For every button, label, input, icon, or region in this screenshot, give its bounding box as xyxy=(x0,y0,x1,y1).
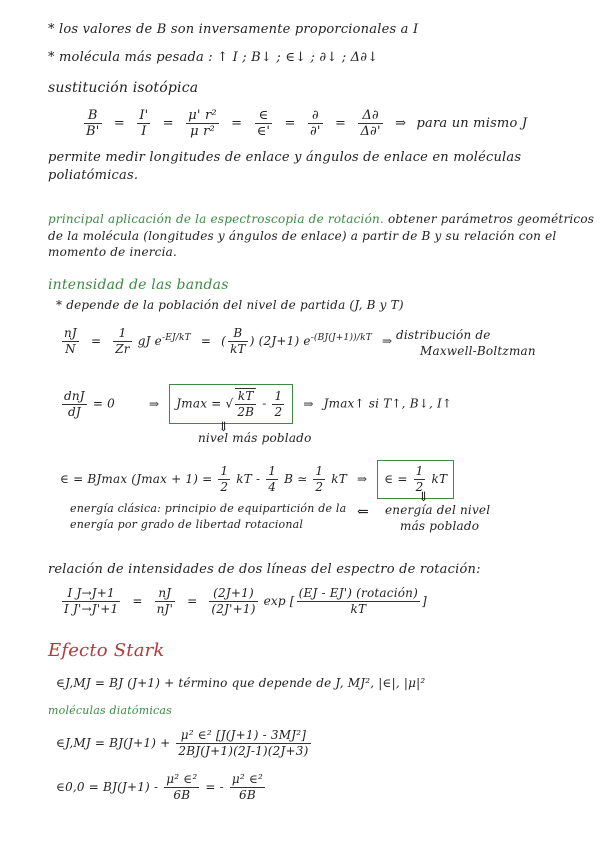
stark-main-equation: ∈J,MJ = BJ (J+1) + término que depende de J, MJ², |∈|, |μ|² xyxy=(56,676,426,690)
stark-diatomic-equation: ∈J,MJ = BJ(J+1) + $\frac{\text{μ² ∈² [J(J+1) - 3MJ²]}}{2BJ(J+1)(2J-1)(2J+3)}$ xyxy=(56,728,309,758)
fraction-i: $\frac{I'}{I}$ xyxy=(139,108,149,139)
isotopic-equation: $\frac{B}{B'}$ = $\frac{I'}{I}$ = $\frac{\text{μ' r²}}{\text{μ r²}}$ = $\frac{\in}{\in'}$ = $\frac{\partial}{\partial'}$ = $\frac{\Delta\partial}{\Delta\partial'}$ ⇒ para un mismo J xyxy=(86,108,528,139)
intro-line-2: * molécula más pesada : ↑ I ; B↓ ; ∈↓ ; ∂↓ ; Δ∂↓ xyxy=(48,50,379,65)
principal-line-2: de la molécula (longitudes y ángulos de enlace) a partir de B y su relación con el xyxy=(48,229,557,243)
principal-line-3: momento de inercia. xyxy=(48,245,178,259)
stark-title: Efecto Stark xyxy=(48,640,165,661)
energy-equation: ∈ = BJmax (Jmax + 1) = $\frac{1}{2}$ kT - $\frac{1}{4}$ B ≃ $\frac{1}{2}$ kT ⇒ ∈ = $\frac{1}{2}$ kT xyxy=(60,460,454,499)
jmax-equation: $\frac{\text{dnJ}}{dJ}$ = 0 ⇒ Jmax = √ $\frac{kT}{2B}$ - $\frac{1}{2}$ ⇒ Jmax↑ si T↑, B↓, I↑ xyxy=(60,384,452,424)
fraction-nu: $\frac{\partial}{\partial'}$ xyxy=(309,108,321,139)
clasica-line-2: energía por grado de libertad rotacional xyxy=(70,518,304,531)
principal-rest: obtener parámetros geométricos xyxy=(387,212,595,226)
energy-box: ∈ = $\frac{1}{2}$ kT xyxy=(377,460,454,499)
nivel-mas-poblado: nivel más poblado xyxy=(198,431,312,445)
jmax-box: Jmax = √ $\frac{kT}{2B}$ - $\frac{1}{2}$ xyxy=(169,384,293,424)
dist-line-1: distribución de xyxy=(396,328,491,342)
boltzmann-equation: $\frac{nJ}{N}$ = $\frac{1}{Zr}$ gJ $e^{-EJ/kT}$ = ( $\frac{B}{kT}$ ) (2J+1) $e^{-(BJ(J+1))/kT}$ ⇒ xyxy=(64,326,393,356)
intro-line-1: * los valores de B son inversamente proporcionales a I xyxy=(48,22,419,37)
principal-line-1 xyxy=(48,212,594,226)
fraction-b: $\frac{B}{B'}$ xyxy=(86,108,100,139)
stark-ground-equation: ∈0,0 = BJ(J+1) - $\frac{\text{μ² ∈²}}{6B}$ = - $\frac{\text{μ² ∈²}}{6B}$ xyxy=(56,772,264,802)
dist-line-2: Maxwell-Boltzman xyxy=(420,344,536,358)
isotopic-title: sustitución isotópica xyxy=(48,80,199,96)
energia-nivel-1: energía del nivel xyxy=(385,503,491,517)
isotopic-note: para un mismo J xyxy=(416,116,528,131)
down-arrow-2: ⇓ xyxy=(418,490,430,505)
principal-lead: principal aplicación de la espectroscopia de rotación. xyxy=(48,212,384,226)
intensidad-title: intensidad de las bandas xyxy=(48,277,229,293)
permite-line-2: poliatómicas. xyxy=(48,168,139,183)
fraction-e: $\frac{\in}{\in'}$ xyxy=(256,108,271,139)
fraction-dnu: $\frac{\Delta\partial}{\Delta\partial'}$ xyxy=(360,108,381,139)
relacion-title: relación de intensidades de dos líneas del espectro de rotación: xyxy=(48,562,481,577)
down-arrow: ⇓ xyxy=(218,420,230,435)
fraction-mu: $\frac{\text{μ' r²}}{\text{μ r²}}$ xyxy=(188,108,217,139)
diatomic-label: moléculas diatómicas xyxy=(48,704,173,717)
energia-nivel-2: más poblado xyxy=(400,519,480,533)
left-arrow: ⇐ xyxy=(357,504,369,520)
clasica-line-1: energía clásica: principio de equipartición de la xyxy=(70,502,347,515)
relacion-equation: $\frac{\text{I J→J+1}}{\text{I J'→J'+1}}$ = $\frac{nJ}{nJ'}$ = $\frac{(2J+1)}{(2J'+1)}$ exp [ $\frac{\text{(EJ - EJ') (rotación)}}{kT}$ ] xyxy=(64,586,427,616)
jmax-result: Jmax↑ si T↑, B↓, I↑ xyxy=(323,396,453,411)
permite-line-1: permite medir longitudes de enlace y ángulos de enlace en moléculas xyxy=(48,150,522,165)
intensidad-depends: * depende de la población del nivel de partida (J, B y T) xyxy=(56,298,404,312)
implies-arrow: ⇒ xyxy=(395,116,407,131)
